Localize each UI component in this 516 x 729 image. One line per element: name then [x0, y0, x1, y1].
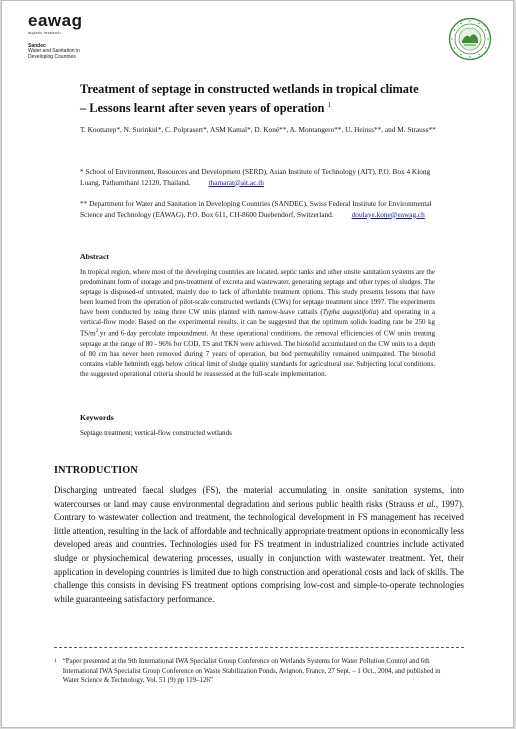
keywords-text: Septage treatment; vertical-flow constructed wetlands	[80, 429, 232, 437]
unit-superscript: 2	[95, 329, 99, 335]
affiliation-sandec-text: ** Department for Water and Sanitation in Developing Countries (SANDEC), Swiss Federal Institute for Environmental Science and Technology (EAWAG), P.O. Box 611, CH-8600 Duebendorf, Switzerland.	[80, 199, 432, 219]
email-link-sandec[interactable]: doulaye.kone@eawag.ch	[351, 209, 425, 219]
abstract-part1: In tropical region, where most of the developing countries are located, septic tanks and other onsite sanitation systems are the predominant form of storage and pre-treatment of excreta and wastewater, generating septage and other types of sludges. The septage is disposed-of untreated, mainly due to lack of affordable treatment options. This study presents lessons that have been learned from the operation of pilot-scale constructed wetlands (CWs) for septage treatment since 1997. The experiments have been conducted by using three CW units planted with narrow-leave cattails (	[80, 268, 435, 317]
paper-title	[80, 81, 420, 116]
footnote-divider	[54, 647, 464, 648]
footnote	[54, 657, 464, 686]
department-name: Sandec	[28, 43, 46, 49]
document-page	[2, 1, 513, 727]
species-name: Typha augustifolia	[322, 308, 377, 317]
institute-seal-icon	[448, 17, 492, 61]
abstract-heading: Abstract	[80, 252, 110, 261]
footnote-mark: 1	[54, 658, 57, 664]
department-line1: Water and Sanitation in	[28, 48, 80, 55]
department-label	[28, 44, 80, 60]
affiliation-ait-text: * School of Environment, Resources and Development (SERD), Asian Institute of Technology (AIT), P.O. Box 4 Klong Luang, Pathumthani 12120, Thailand.	[80, 167, 431, 187]
abstract-body	[80, 267, 435, 379]
footnote-text: “Paper presented at the 9th International IWA Specialist Group Conference on Wetlands Systems for Water Pollution Control and 6th International IWA Specialist Group Conference on Waste Stabilization Ponds, Avignon, France, 27 Sept. – 1 Oct., 2004, and published in Water Science & Technology, Vol. 51 (9) pp 119–126”	[62, 658, 441, 685]
eawag-logo	[28, 13, 82, 35]
email-link-ait[interactable]: thamarat@ait.ac.th	[208, 177, 264, 187]
title-footnote-mark: 1	[327, 101, 332, 109]
intro-part1: Discharging untreated faecal sludges (FS), the material accumulating in onsite sanitation systems, into watercourses or land may cause environmental degradation and serious public health risks (Strauss	[54, 485, 464, 509]
keywords-heading: Keywords	[80, 413, 114, 422]
author-list: T. Koottatep*, N. Surinkul*, C. Polprasert*, ASM Kamal*, D. Koné**, A. Montangero**, U. Heinss**, and M. Strauss**	[80, 125, 436, 134]
logo-text: eawag	[28, 11, 83, 30]
logo-subtitle: aquatic research	[28, 30, 61, 35]
abstract-part3: .yr and 6-day percolate impoundment. At these operational conditions, the removal efficiencies of CW units treating septage at the range of 80 - 96% for COD, TS and TKN were achieved. The biosolid accumulated on the CW units to a depth of 80 cm has never been removed during 7 years of operation, but bed permeability remained unimpaired. The biosolid contains viable helminth eggs below critical limit of sludge quality standards for agricultural use. Subjecting local conditions, the suggested operational criteria should be reassessed at the full-scale implementation.	[80, 329, 435, 378]
abstract-part2: ) and operating in a vertical-flow mode. Based on the experimental results, it can be suggested that the optimum solids loading rate be 250 kg TS/m	[80, 308, 435, 338]
affiliation-sandec	[80, 199, 436, 220]
affiliation-ait	[80, 167, 436, 188]
introduction-heading: INTRODUCTION	[54, 465, 138, 476]
department-line2: Developing Countries	[28, 53, 76, 60]
intro-part2: , 1997). Contrary to wastewater collection and treatment, the technological development in FS management has received little attention, resulting in the lack of affordable and technically appropriate treatment options in economically less developed areas and countries. Technologies used for FS treatment in industrialized countries include activated sludge or physiochemical dewatering processes, usually in conjunction with wastewater treatment. Yet, their application in developing countries is limited due to high construction and operational costs and lack of skills. The challenge this consists in devising FS treatment options comprising low-cost and simple-to-operate technologies while guaranteeing satisfactory performance.	[54, 498, 465, 604]
intro-et-al: et al.	[417, 498, 436, 509]
introduction-body	[54, 484, 464, 606]
title-text: Treatment of septage in constructed wetlands in tropical climate – Lessons learnt after seven years of operation	[80, 82, 419, 116]
